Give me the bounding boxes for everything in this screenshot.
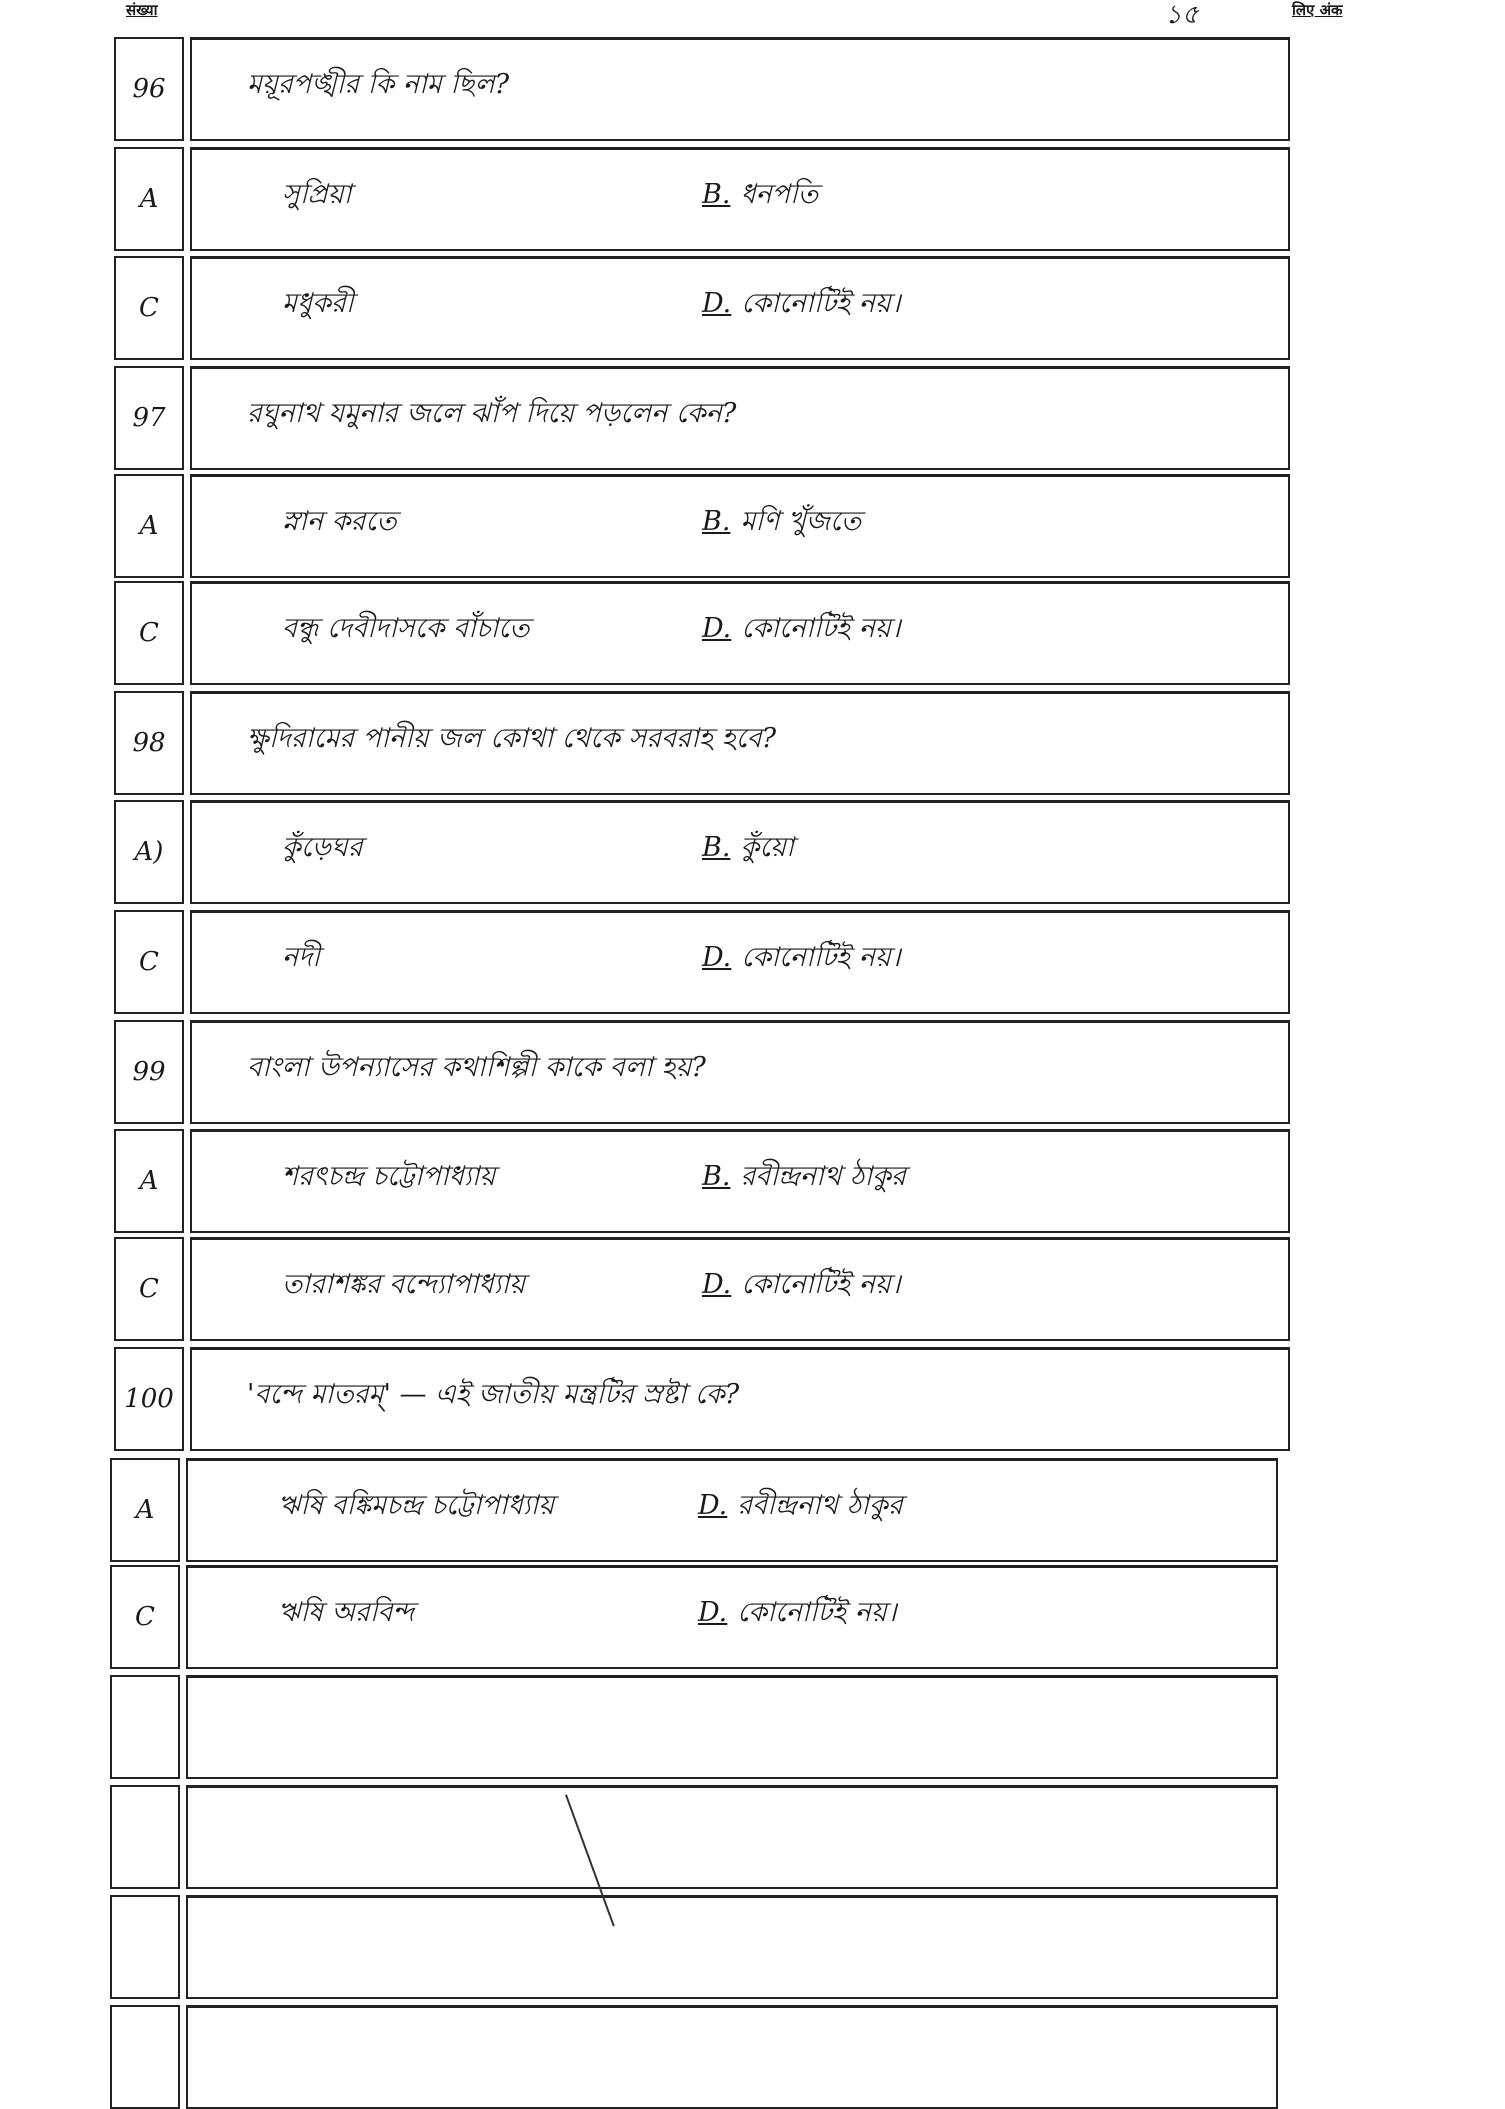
- options-row: [114, 800, 1290, 904]
- options-row: [114, 256, 1290, 360]
- row-number: A): [114, 800, 184, 904]
- row-content: [186, 1458, 1278, 1562]
- option-first: [278, 1592, 414, 1637]
- question-row: [114, 1020, 1290, 1124]
- row-number: C: [110, 1565, 180, 1669]
- row-content: [186, 1675, 1278, 1779]
- option-text: কোনোটিই নয়।: [741, 288, 901, 319]
- option-text: ধনপতি: [740, 179, 818, 210]
- option-second: [698, 1592, 897, 1637]
- option-text: কোনোটিই নয়।: [741, 942, 901, 973]
- row-content: [190, 1129, 1290, 1233]
- row-number: C: [114, 256, 184, 360]
- question-row: [114, 1347, 1290, 1451]
- row-content: [190, 1237, 1290, 1341]
- option-text: মণি খুঁজতে: [740, 506, 862, 537]
- options-row: [114, 1129, 1290, 1233]
- option-text: কুঁড়েঘর: [282, 832, 363, 863]
- option-label: D.: [702, 1269, 732, 1300]
- options-row: [114, 910, 1290, 1014]
- option-label: B.: [702, 1161, 731, 1192]
- option-text: কোনোটিই নয়।: [741, 1269, 901, 1300]
- row-number: 97: [114, 366, 184, 470]
- option-label: B.: [702, 506, 731, 537]
- empty-row: [110, 2005, 1278, 2109]
- row-number: 96: [114, 37, 184, 141]
- option-text: কোনোটিই নয়।: [737, 1597, 897, 1628]
- option-label: D.: [698, 1597, 728, 1628]
- row-content: [190, 1020, 1290, 1124]
- row-number: A: [114, 474, 184, 578]
- row-number: A: [110, 1458, 180, 1562]
- header-label-marks: लिए अंक: [1292, 1, 1343, 19]
- option-first: [282, 937, 320, 982]
- question-text: রঘুনাথ যমুনার জলে ঝাঁপ দিয়ে পড়লেন কেন?: [247, 398, 737, 429]
- option-text: কোনোটিই নয়।: [741, 613, 901, 644]
- option-label: D.: [698, 1490, 728, 1521]
- row-number: 100: [114, 1347, 184, 1451]
- question-text: 'বন্দে মাতরম্' — এই জাতীয় মন্ত্রটির স্রষ্টা কে?: [247, 1379, 740, 1410]
- question-text: ক্ষুদিরামের পানীয় জল কোথা থেকে সরবরাহ হবে?: [247, 723, 777, 754]
- row-number: [110, 1675, 180, 1779]
- row-content: [186, 1895, 1278, 1999]
- option-first: [282, 1156, 495, 1201]
- row-number: C: [114, 910, 184, 1014]
- empty-row: [110, 1785, 1278, 1889]
- option-label: D.: [702, 288, 732, 319]
- option-text: নদী: [282, 942, 321, 973]
- option-first: [282, 1264, 525, 1309]
- row-number: A: [114, 147, 184, 251]
- question-row: [114, 37, 1290, 141]
- option-first: [278, 1485, 554, 1530]
- options-row: [110, 1565, 1278, 1669]
- row-content: [190, 474, 1290, 578]
- options-row: [110, 1458, 1278, 1562]
- row-number: C: [114, 581, 184, 685]
- row-content: [190, 256, 1290, 360]
- option-text: রবীন্দ্রনাথ ঠাকুর: [740, 1161, 906, 1192]
- row-content: [190, 366, 1290, 470]
- row-content: [186, 1565, 1278, 1669]
- question-text: বাংলা উপন্যাসের কথাশিল্পী কাকে বলা হয়?: [247, 1052, 706, 1083]
- row-content: [190, 581, 1290, 685]
- row-content: [190, 1347, 1290, 1451]
- option-second: [698, 1485, 903, 1530]
- options-row: [114, 147, 1290, 251]
- option-text: বন্ধু দেবীদাসকে বাঁচাতে: [282, 613, 530, 644]
- option-text: স্নান করতে: [282, 506, 397, 537]
- row-number: C: [114, 1237, 184, 1341]
- row-number: 99: [114, 1020, 184, 1124]
- option-label: B.: [702, 179, 731, 210]
- empty-row: [110, 1675, 1278, 1779]
- option-label: B.: [702, 832, 731, 863]
- empty-row: [110, 1895, 1278, 1999]
- option-first: [282, 174, 351, 219]
- option-first: [282, 501, 396, 546]
- option-text: মধুকরী: [282, 288, 354, 319]
- option-text: সুপ্রিয়া: [282, 179, 352, 210]
- question-text: ময়ূরপঙ্খীর কি নাম ছিল?: [247, 69, 510, 100]
- option-second: [702, 283, 901, 328]
- option-second: [702, 174, 818, 219]
- question-row: [114, 366, 1290, 470]
- option-second: [702, 1156, 906, 1201]
- option-second: [702, 827, 794, 872]
- option-text: কুঁয়ো: [740, 832, 794, 863]
- row-number: A: [114, 1129, 184, 1233]
- row-content: [190, 800, 1290, 904]
- option-second: [702, 1264, 901, 1309]
- option-text: শরৎচন্দ্র চট্টোপাধ্যায়: [282, 1161, 496, 1192]
- row-content: [190, 147, 1290, 251]
- header-label-number: संख्या: [126, 1, 158, 19]
- option-second: [702, 501, 861, 546]
- options-row: [114, 474, 1290, 578]
- option-second: [702, 937, 901, 982]
- option-label: D.: [702, 942, 732, 973]
- row-content: [190, 37, 1290, 141]
- option-text: তারাশঙ্কর বন্দ্যোপাধ্যায়: [282, 1269, 526, 1300]
- option-text: রবীন্দ্রনাথ ঠাকুর: [737, 1490, 903, 1521]
- handwritten-marks: ১৫: [1165, 0, 1199, 30]
- row-number: [110, 2005, 180, 2109]
- options-row: [114, 1237, 1290, 1341]
- option-text: ঋষি বঙ্কিমচন্দ্র চট্টোপাধ্যায়: [278, 1490, 555, 1521]
- question-row: [114, 691, 1290, 795]
- option-text: ঋষি অরবিন্দ: [278, 1597, 415, 1628]
- row-number: [110, 1785, 180, 1889]
- row-content: [186, 1785, 1278, 1889]
- row-number: 98: [114, 691, 184, 795]
- row-content: [190, 910, 1290, 1014]
- option-first: [282, 608, 529, 653]
- option-label: D.: [702, 613, 732, 644]
- option-first: [282, 283, 354, 328]
- option-first: [282, 827, 363, 872]
- options-row: [114, 581, 1290, 685]
- row-number: [110, 1895, 180, 1999]
- row-content: [190, 691, 1290, 795]
- row-content: [186, 2005, 1278, 2109]
- option-second: [702, 608, 901, 653]
